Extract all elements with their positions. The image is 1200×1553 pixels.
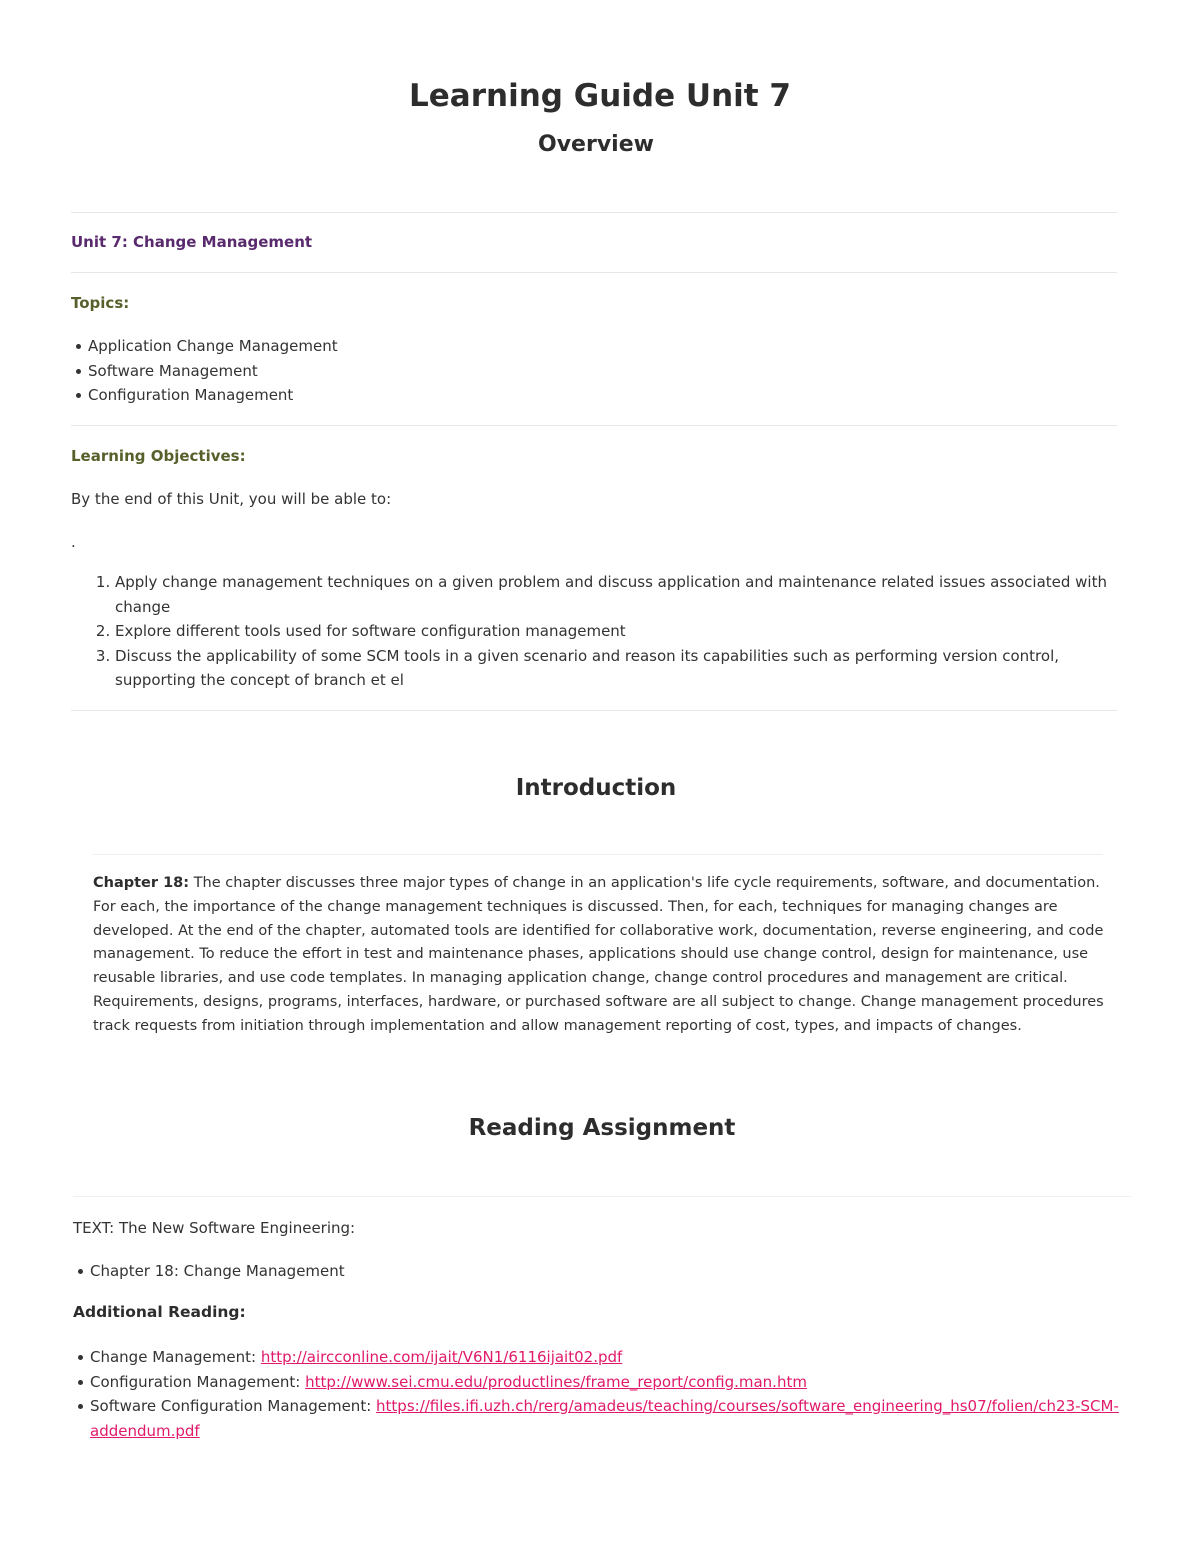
list-item: Software Management [71,359,338,384]
divider [71,212,1117,213]
divider [71,710,1117,711]
unit-heading: Unit 7: Change Management [71,233,313,251]
list-item: 3. Discuss the applicability of some SCM tools in a given scenario and reason its capabilities such as performing version control, supporting the concept of branch et el [115,644,1140,693]
dot-line: . [71,533,76,551]
list-item: Configuration Management [71,383,338,408]
additional-reading-list [73,1345,1123,1443]
objectives-list [96,570,1140,693]
text-label: TEXT: The New Software Engineering: [73,1219,356,1237]
introduction-heading: Introduction [515,775,677,801]
divider [71,272,1117,273]
list-item: Chapter 18: Change Management [73,1259,345,1284]
divider [73,1196,1131,1197]
link-label: Configuration Management: [90,1372,306,1391]
list-item: Application Change Management [71,334,338,359]
link-label: Software Configuration Management: [90,1397,377,1415]
list-item [73,1370,1123,1395]
additional-reading-label: Additional Reading: [73,1303,246,1321]
list-item [73,1394,1123,1443]
introduction-text: The chapter discusses three major types of change in an application's life cycle requirements, software, and documentation. For each, the importance of the change management techniques is discussed. Then, for each, techniques for managing changes are developed. At the end of the chapter, automated tools are identified for collaborative work, documentation, reverse engineering, and code management. To reduce the effort in test and maintenance phases, applications should use change control, design for maintenance, use reusable libraries, and use code templates. In managing application change, change control procedures and management are critical. Requirements, designs, programs, interfaces, hardware, or purchased software are all subject to change. Change management procedures track requests from initiation through implementation and allow management reporting of cost, types, and impacts of changes. [93,875,1104,1034]
objectives-intro: By the end of this Unit, you will be able to: [71,490,392,508]
reading-heading: Reading Assignment [468,1115,736,1141]
topics-label: Topics: [71,294,130,312]
reading-link[interactable]: http://aircconline.com/ijait/V6N1/6116ijait02.pdf [260,1348,623,1366]
divider [93,854,1103,855]
list-item [73,1345,1123,1370]
divider [71,425,1117,426]
chapters-list [73,1259,345,1284]
chapter-label: Chapter 18: [93,875,190,891]
reading-link[interactable]: https://files.ifi.uzh.ch/rerg/amadeus/teaching/courses/software_engineering_hs07/folien/ch23-SCM-addendum.pdf [90,1397,1119,1440]
link-label: Change Management: [90,1348,261,1366]
topics-list [71,334,338,408]
page-subtitle: Overview [538,132,654,157]
reading-link[interactable]: http://www.sei.cmu.edu/productlines/frame_report/config.man.htm [305,1372,807,1391]
list-item: 2. Explore different tools used for software configuration management [115,619,1140,644]
page-title: Learning Guide Unit 7 [409,78,791,114]
list-item: 1. Apply change management techniques on a given problem and discuss application and maintenance related issues associated with change [115,570,1140,619]
objectives-label: Learning Objectives: [71,447,246,465]
introduction-paragraph [93,872,1105,1039]
